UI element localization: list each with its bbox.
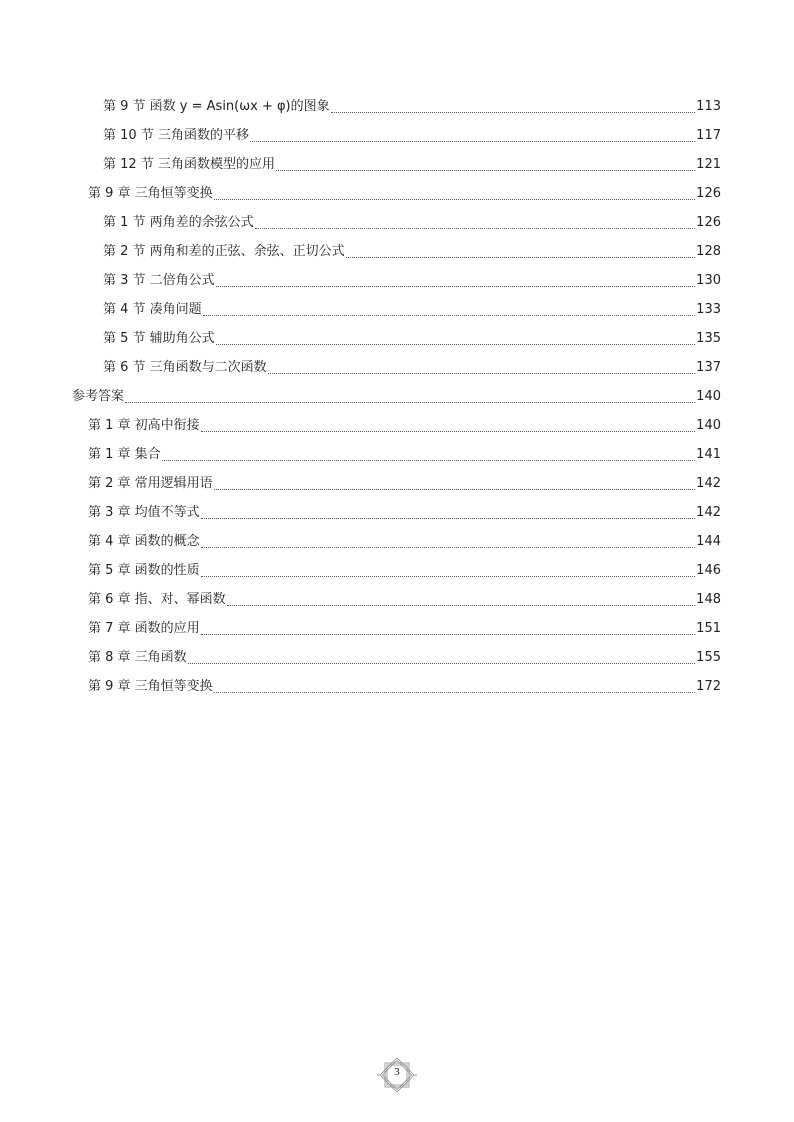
dot-leader [255, 227, 696, 229]
toc-entry-page: 148 [696, 592, 721, 607]
dot-leader [201, 633, 696, 635]
toc-entry-title: 第 7 章 函数的应用 [88, 621, 200, 636]
dot-leader [201, 517, 696, 519]
toc-entry-page: 126 [696, 186, 721, 201]
dot-leader [125, 401, 695, 403]
toc-entry[interactable] [0, 353, 794, 382]
toc-entry-page: 113 [696, 99, 721, 114]
toc-entry-page: 142 [696, 505, 721, 520]
toc-entry[interactable] [0, 498, 794, 527]
dot-leader [346, 256, 696, 258]
toc-entry-page: 144 [696, 534, 721, 549]
toc-entry[interactable] [0, 92, 794, 121]
dot-leader [201, 546, 696, 548]
dot-leader [162, 459, 696, 461]
dot-leader [216, 343, 696, 345]
toc-entry-page: 133 [696, 302, 721, 317]
page-footer [376, 1057, 418, 1093]
toc-entry-page: 146 [696, 563, 721, 578]
toc-entry-title: 第 4 章 函数的概念 [88, 534, 200, 549]
toc-entry-title: 第 4 节 凑角问题 [103, 302, 202, 317]
dot-leader [216, 285, 696, 287]
toc-entry-page: 135 [696, 331, 721, 346]
dot-leader [250, 140, 695, 142]
toc-entry-page: 128 [696, 244, 721, 259]
toc-entry[interactable] [0, 411, 794, 440]
dot-leader [201, 430, 696, 432]
toc-entry-page: 126 [696, 215, 721, 230]
dot-leader [214, 198, 696, 200]
toc-entry-title: 第 10 节 三角函数的平移 [103, 128, 249, 143]
dot-leader [214, 488, 696, 490]
toc-entry-page: 141 [696, 447, 721, 462]
toc-entry[interactable] [0, 556, 794, 585]
toc-entry[interactable] [0, 324, 794, 353]
table-of-contents [0, 92, 794, 701]
toc-entry-title: 第 1 节 两角差的余弦公式 [103, 215, 254, 230]
toc-entry-title: 第 8 章 三角函数 [88, 650, 187, 665]
dot-leader [214, 691, 696, 693]
toc-entry-page: 121 [696, 157, 721, 172]
dot-leader [331, 111, 696, 113]
toc-entry-title: 第 2 章 常用逻辑用语 [88, 476, 213, 491]
toc-entry-page: 140 [696, 418, 721, 433]
toc-entry[interactable] [0, 295, 794, 324]
toc-entry-title: 第 9 章 三角恒等变换 [88, 679, 213, 694]
toc-entry[interactable] [0, 672, 794, 701]
toc-entry[interactable] [0, 208, 794, 237]
page-number: 3 [394, 1066, 400, 1078]
toc-entry[interactable] [0, 266, 794, 295]
toc-entry-title: 第 6 节 三角函数与二次函数 [103, 360, 267, 375]
toc-entry-title: 第 9 章 三角恒等变换 [88, 186, 213, 201]
dot-leader [188, 662, 696, 664]
toc-entry-title: 第 3 节 二倍角公式 [103, 273, 215, 288]
dot-leader [276, 169, 695, 171]
toc-entry-page: 137 [696, 360, 721, 375]
toc-entry-title: 第 3 章 均值不等式 [88, 505, 200, 520]
toc-entry-title: 第 1 章 初高中衔接 [88, 418, 200, 433]
toc-entry[interactable] [0, 440, 794, 469]
toc-entry-page: 172 [696, 679, 721, 694]
toc-entry[interactable] [0, 643, 794, 672]
toc-entry[interactable] [0, 237, 794, 266]
dot-leader [201, 575, 696, 577]
toc-entry-page: 130 [696, 273, 721, 288]
toc-entry[interactable] [0, 121, 794, 150]
toc-entry-title: 第 5 章 函数的性质 [88, 563, 200, 578]
toc-entry[interactable] [0, 382, 794, 411]
toc-entry-page: 140 [696, 389, 721, 404]
toc-entry[interactable] [0, 585, 794, 614]
toc-entry-title: 第 2 节 两角和差的正弦、余弦、正切公式 [103, 244, 345, 259]
toc-entry-page: 117 [696, 128, 721, 143]
toc-entry[interactable] [0, 469, 794, 498]
toc-entry-title: 参考答案 [72, 389, 125, 404]
toc-entry[interactable] [0, 614, 794, 643]
dot-leader [268, 372, 696, 374]
toc-entry-page: 151 [696, 621, 721, 636]
toc-entry-title: 第 5 节 辅助角公式 [103, 331, 215, 346]
toc-entry-page: 142 [696, 476, 721, 491]
toc-entry[interactable] [0, 179, 794, 208]
dot-leader [203, 314, 696, 316]
toc-entry-title: 第 12 节 三角函数模型的应用 [103, 157, 275, 172]
toc-entry[interactable] [0, 527, 794, 556]
dot-leader [227, 604, 696, 606]
toc-entry[interactable] [0, 150, 794, 179]
toc-entry-page: 155 [696, 650, 721, 665]
toc-entry-title: 第 1 章 集合 [88, 447, 161, 462]
toc-entry-title: 第 6 章 指、对、幂函数 [88, 592, 226, 607]
toc-entry-title: 第 9 节 函数 y = Asin(ωx + φ)的图象 [103, 99, 330, 114]
